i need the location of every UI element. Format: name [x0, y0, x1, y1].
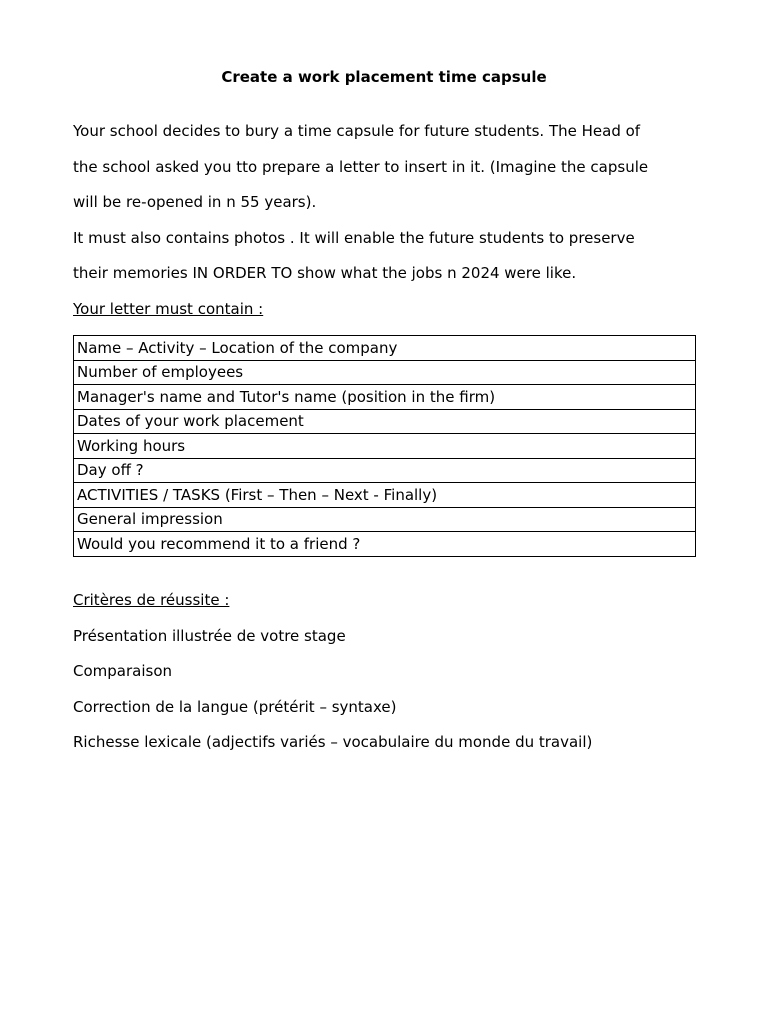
intro-line: their memories IN ORDER TO show what the jobs n 2024 were like. [73, 264, 577, 282]
criteria-item: Correction de la langue (prétérit – syntaxe) [73, 698, 397, 716]
criteria-item: Présentation illustrée de votre stage [73, 627, 346, 645]
letter-contents-table [73, 335, 696, 557]
table-row [74, 507, 696, 532]
criteria-item: Comparaison [73, 662, 173, 680]
intro-line: Your school decides to bury a time capsule for future students. The Head of [73, 122, 641, 140]
table-cell: Would you recommend it to a friend ? [74, 532, 696, 557]
table-row [74, 458, 696, 483]
intro-line: will be re-opened in n 55 years). [73, 193, 317, 211]
criteria-item: Richesse lexicale (adjectifs variés – vocabulaire du monde du travail) [73, 733, 593, 751]
table-row [74, 483, 696, 508]
intro-line: It must also contains photos . It will enable the future students to preserve [73, 229, 635, 247]
table-row [74, 409, 696, 434]
table-cell: Working hours [74, 434, 696, 459]
document-title: Create a work placement time capsule [221, 68, 547, 86]
table-cell: Manager's name and Tutor's name (position in the firm) [74, 385, 696, 410]
table-row [74, 336, 696, 361]
table-cell: General impression [74, 507, 696, 532]
criteria-heading: Critères de réussite : [73, 591, 230, 609]
table-cell: ACTIVITIES / TASKS (First – Then – Next - Finally) [74, 483, 696, 508]
table-row [74, 434, 696, 459]
table-cell: Number of employees [74, 360, 696, 385]
letter-requirements-heading: Your letter must contain : [73, 300, 264, 318]
intro-line: the school asked you tto prepare a letter to insert in it. (Imagine the capsule [73, 158, 649, 176]
table-cell: Day off ? [74, 458, 696, 483]
table-row [74, 532, 696, 557]
table-cell: Dates of your work placement [74, 409, 696, 434]
table-cell: Name – Activity – Location of the company [74, 336, 696, 361]
table-row [74, 360, 696, 385]
table-row [74, 385, 696, 410]
